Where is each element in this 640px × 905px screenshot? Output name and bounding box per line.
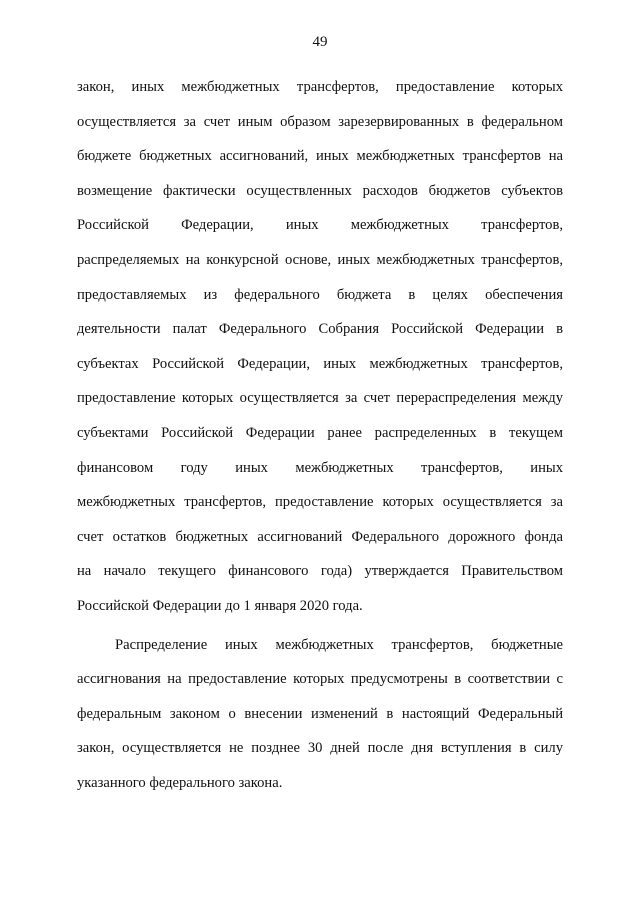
text-line: счет остатков бюджетных ассигнований Федерального дорожного фонда — [77, 528, 563, 545]
text-line: на начало текущего финансового года) утверждается Правительством — [77, 563, 563, 580]
text-line: возмещение фактически осуществленных расходов бюджетов субъектов — [77, 182, 563, 199]
text-line: предоставляемых из федерального бюджета в целях обеспечения — [77, 286, 563, 303]
text-line: закон, осуществляется не позднее 30 дней после дня вступления в силу — [77, 740, 563, 757]
text-line: субъектами Российской Федерации ранее распределенных в текущем — [77, 424, 563, 441]
page-number: 49 — [312, 34, 328, 50]
text-line: Российской Федерации, иных межбюджетных трансфертов, — [77, 217, 563, 234]
text-line: указанного федерального закона. — [77, 774, 283, 791]
text-line: финансовом году иных межбюджетных трансфертов, иных — [77, 459, 563, 476]
document-body — [77, 70, 563, 800]
text-line: ассигнования на предоставление которых предусмотрены в соответствии с — [77, 671, 563, 688]
text-line: закон, иных межбюджетных трансфертов, предоставление которых — [77, 79, 563, 95]
text-line: субъектах Российской Федерации, иных межбюджетных трансфертов, — [77, 355, 563, 372]
text-line: Российской Федерации до 1 января 2020 года. — [77, 597, 363, 614]
text-line: осуществляется за счет иным образом зарезервированных в федеральном — [77, 113, 563, 130]
text-line: предоставление которых осуществляется за счет перераспределения между — [77, 390, 563, 407]
paragraph-1 — [77, 70, 563, 624]
text-line: распределяемых на конкурсной основе, иных межбюджетных трансфертов, — [77, 251, 563, 268]
paragraph-2 — [77, 628, 563, 801]
text-line: межбюджетных трансфертов, предоставление которых осуществляется за — [77, 494, 563, 511]
text-line: федеральным законом о внесении изменений в настоящий Федеральный — [77, 705, 563, 722]
text-line: деятельности палат Федерального Собрания Российской Федерации в — [77, 321, 563, 338]
text-line: бюджете бюджетных ассигнований, иных межбюджетных трансфертов на — [77, 148, 563, 165]
text-line: Распределение иных межбюджетных трансфертов, бюджетные — [115, 636, 563, 653]
